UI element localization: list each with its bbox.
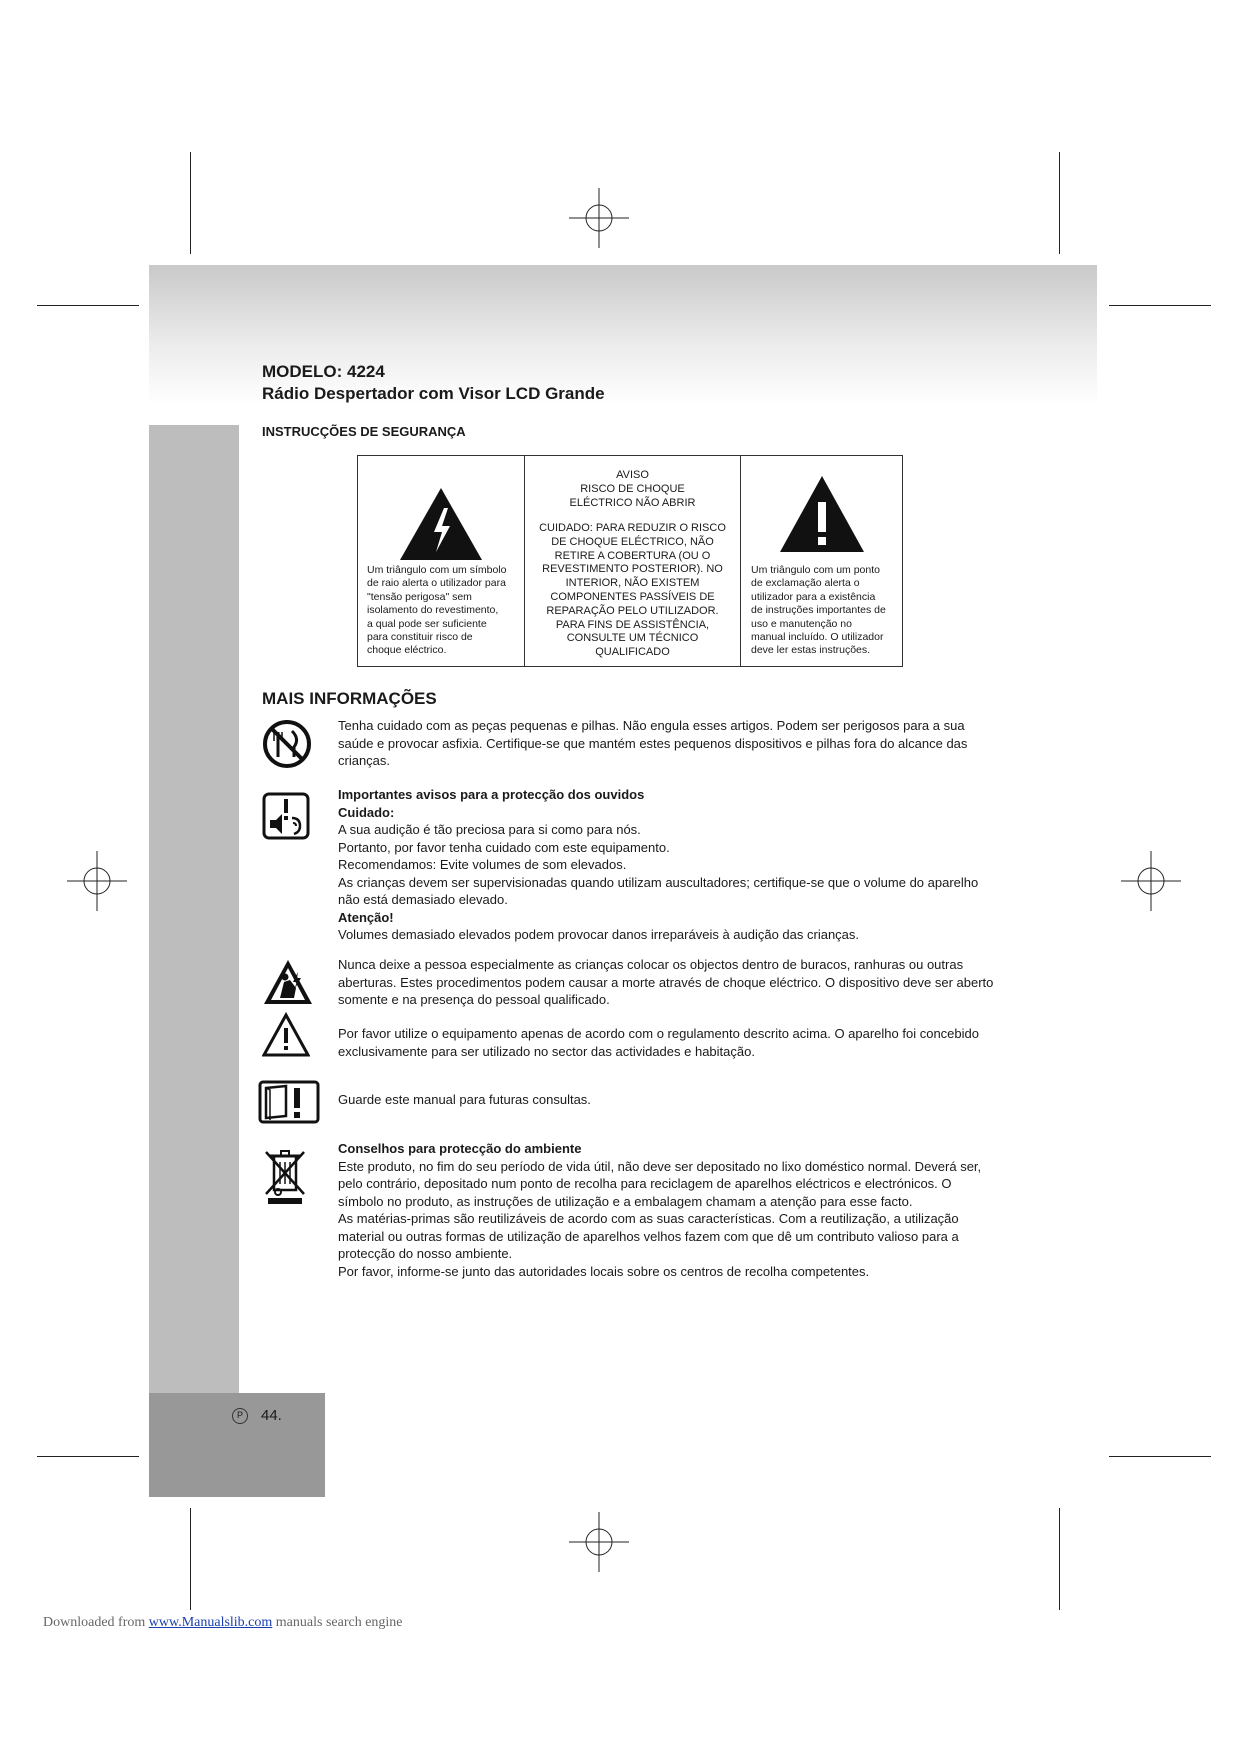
portuguese-language-icon: P <box>232 1408 248 1424</box>
page-number: 44. <box>261 1407 282 1424</box>
crop-mark <box>37 305 139 306</box>
hearing-section <box>338 786 998 944</box>
safety-heading: INSTRUCÇÕES DE SEGURANÇA <box>262 424 466 439</box>
lightning-warning-icon <box>398 486 484 562</box>
shock-warning-text: AVISO RISCO DE CHOQUE ELÉCTRICO NÃO ABRIR <box>569 469 696 509</box>
footer-suffix: manuals search engine <box>275 1615 403 1630</box>
usage-text: Por favor utilize o equipamento apenas de acordo com o regulamento descrito acima. O aparelho foi concebido exclusivamente para ser utilizado no sector das actividades e habitação. <box>338 1026 979 1059</box>
crop-mark <box>1109 1456 1211 1457</box>
hearing-line: A sua audição é tão preciosa para si como para nós. <box>338 822 641 837</box>
hearing-title: Importantes avisos para a protecção dos ouvidos <box>338 787 645 802</box>
small-parts-text: Tenha cuidado com as peças pequenas e pilhas. Não engula esses artigos. Podem ser perigosos para a sua saúde e provocar asfixia. Certifique-se que mantém estes pequenos dispositivos e pilhas fora do alcance das crianças. <box>338 718 968 768</box>
model-title: MODELO: 4224 <box>262 362 385 381</box>
exclamation-warning-text: Um triângulo com um ponto de exclamação alerta o utilizador para a existência de instruções importantes de uso e manutenção no manual incluído. O utilizador deve ler estas instruções. <box>751 564 886 657</box>
hearing-line: Volumes demasiado elevados podem provocar danos irreparáveis à audição das crianças. <box>338 927 860 942</box>
hearing-attention-label: Atenção! <box>338 909 394 925</box>
weee-bin-icon <box>262 1148 308 1206</box>
hearing-protection-icon <box>262 792 310 840</box>
crop-mark <box>190 1508 191 1610</box>
hearing-line: As crianças devem ser supervisionadas quando utilizam auscultadores; certifique-se que o volume do aparelho não está demasiado elevado. <box>338 874 979 907</box>
hearing-line: Recomendamos: Evite volumes de som elevados. <box>338 857 627 872</box>
exclamation-warning-icon <box>778 474 866 554</box>
manualslib-link[interactable]: www.Manualslib.com <box>148 1615 273 1630</box>
warning-cell-exclamation <box>741 456 902 666</box>
download-footer <box>43 1615 403 1631</box>
environment-paragraph: Este produto, no fim do seu período de vida útil, não deve ser depositado no lixo doméstico normal. Deverá ser, pelo contrário, depositado num ponto de recolha para reciclagem de aparelhos eléctricos e electrónicos. O símbolo no produto, as instruções de utilização e a embalagem chamam a atenção para esse facto. <box>338 1158 982 1209</box>
crop-mark <box>190 152 191 254</box>
manual-book-icon <box>258 1080 320 1124</box>
product-title: Rádio Despertador com Visor LCD Grande <box>262 384 605 403</box>
warning-table <box>357 455 903 667</box>
side-band <box>149 425 239 1395</box>
lightning-warning-text: Um triângulo com um símbolo de raio alerta o utilizador para "tensão perigosa" sem isolamento do revestimento, a qual pode ser suficiente para constituir risco de choque eléctrico. <box>367 564 507 657</box>
no-swallow-icon <box>262 719 312 769</box>
openings-warning-text: Nunca deixe a pessoa especialmente as crianças colocar os objectos dentro de buracos, ranhuras ou outras aberturas. Estes procedimentos podem causar a morte através de choque eléctrico. O dispositivo deve ser aberto somente e na presença do pessoal qualificado. <box>338 957 994 1007</box>
environment-title: Conselhos para protecção do ambiente <box>338 1141 582 1156</box>
registration-mark-icon <box>1121 851 1181 911</box>
footer-prefix: Downloaded from <box>43 1615 146 1630</box>
caution-text: CUIDADO: PARA REDUZIR O RISCO DE CHOQUE ELÉCTRICO, NÃO RETIRE A COBERTURA (OU O REVESTIMENTO POSTERIOR). NO INTERIOR, NÃO EXISTEM COMPONENTES PASSÍVEIS DE REPARAÇÃO PELO UTILIZADOR. PARA FINS DE ASSISTÊNCIA, CONSULTE UM TÉCNICO QUALIFICADO <box>539 522 726 659</box>
crop-mark <box>37 1456 139 1457</box>
crop-mark <box>1059 1508 1060 1610</box>
keep-manual-text: Guarde este manual para futuras consultas. <box>338 1092 591 1107</box>
environment-paragraph: Por favor, informe-se junto das autoridades locais sobre os centros de recolha competentes. <box>338 1263 870 1279</box>
registration-mark-icon <box>569 1512 629 1572</box>
warning-cell-center <box>525 456 741 666</box>
crop-mark <box>1109 305 1211 306</box>
environment-paragraph: As matérias-primas são reutilizáveis de acordo com as suas características. Com a reutilização, a utilização material ou outras formas de utilização de aparelhos velhos fazem com que dê um contributo valioso para a protecção do nosso ambiente. <box>338 1211 959 1261</box>
hearing-line: Portanto, por favor tenha cuidado com este equipamento. <box>338 839 670 855</box>
more-info-heading: MAIS INFORMAÇÕES <box>262 689 437 708</box>
warning-cell-lightning <box>358 456 525 666</box>
registration-mark-icon <box>569 188 629 248</box>
environment-section <box>338 1140 998 1280</box>
registration-mark-icon <box>67 851 127 911</box>
hearing-caution-label: Cuidado: <box>338 804 395 820</box>
crop-mark <box>1059 152 1060 254</box>
caution-triangle-icon <box>262 1012 310 1058</box>
electric-shock-openings-icon <box>262 958 314 1006</box>
